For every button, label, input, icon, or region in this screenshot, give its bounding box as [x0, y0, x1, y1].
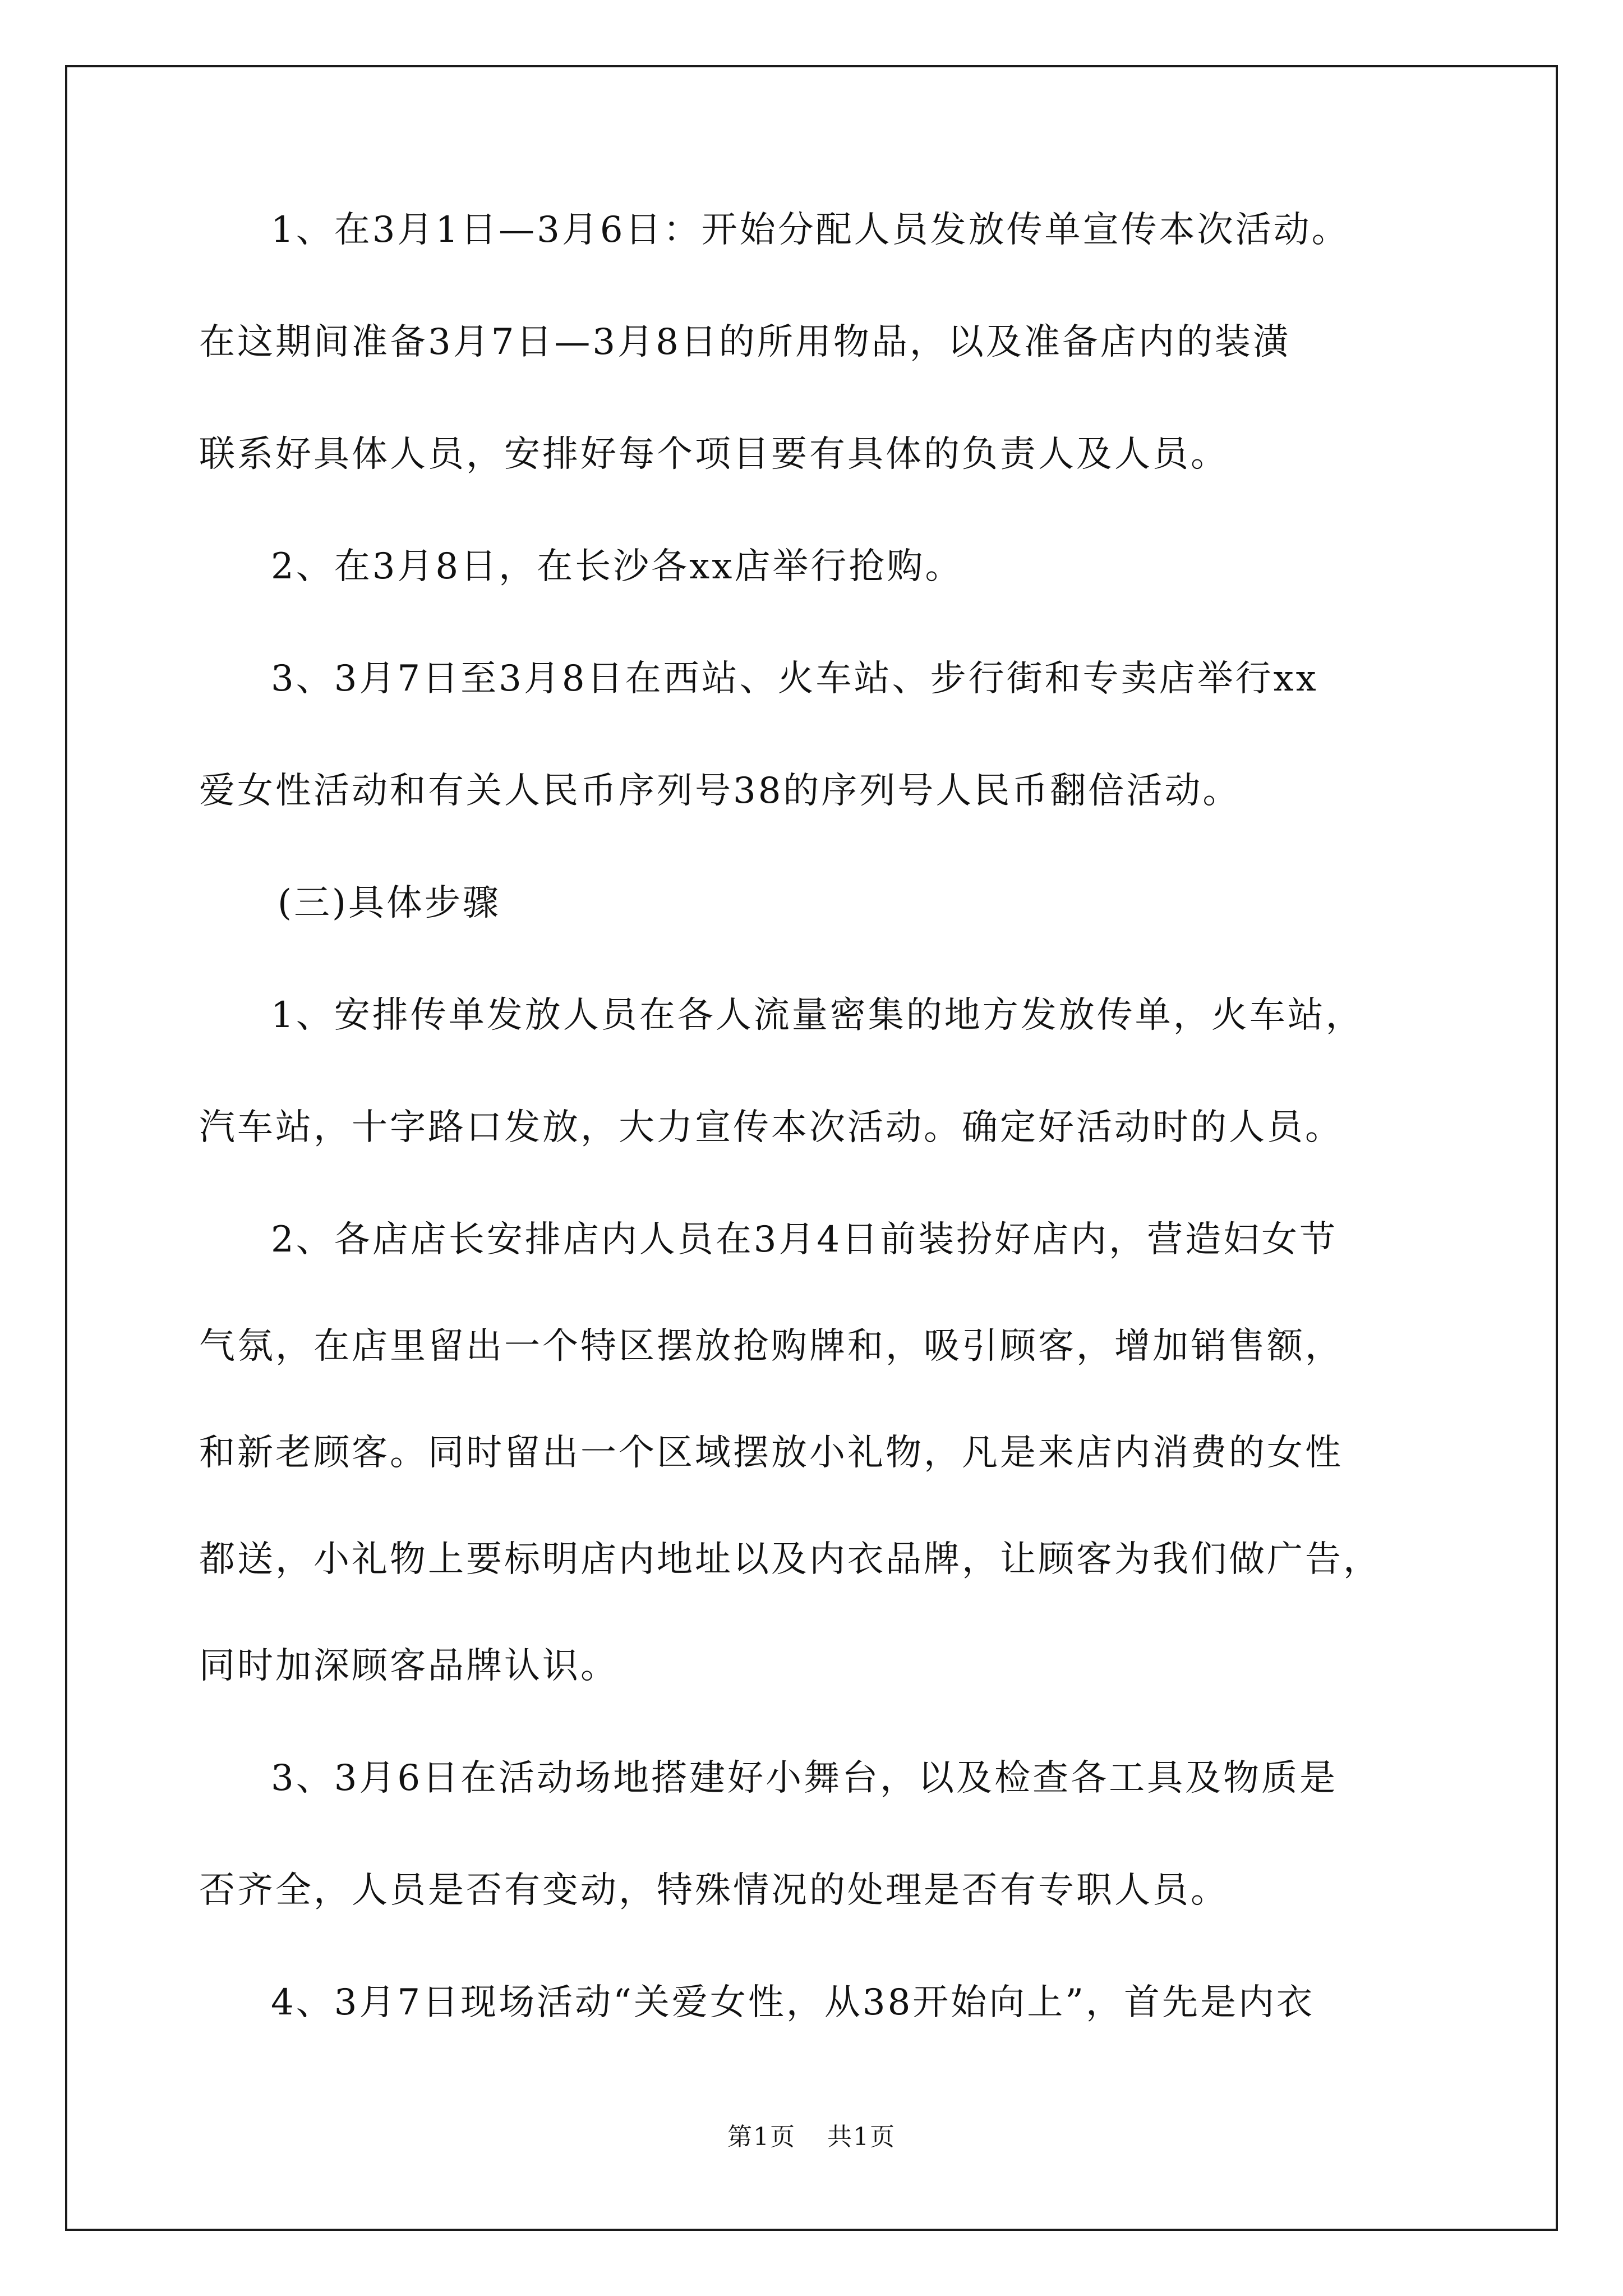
- p1-line3: 联系好具体人员，安排好每个项目要有具体的负责人及人员。: [199, 434, 1229, 475]
- p3-line1: 3、3月7日至3月8日在西站、火车站、步行街和专卖店举行xx: [271, 658, 1318, 700]
- p6-line2: 气氛，在店里留出一个特区摆放抢购牌和，吸引顾客，增加销售额，: [199, 1326, 1343, 1367]
- p8-line1: 4、3月7日现场活动“关爱女性，从38开始向上”，首先是内衣: [271, 1982, 1315, 2023]
- p6-line1: 2、各店店长安排店内人员在3月4日前装扮好店内，营造妇女节: [271, 1219, 1338, 1260]
- p6-line4: 都送，小礼物上要标明店内地址以及内衣品牌，让顾客为我们做广告，: [199, 1539, 1381, 1580]
- p7-line2: 否齐全，人员是否有变动，特殊情况的处理是否有专职人员。: [199, 1870, 1229, 1911]
- page-number-current: 第1页: [727, 2123, 796, 2151]
- p6-line3: 和新老顾客。同时留出一个区域摆放小礼物，凡是来店内消费的女性: [199, 1432, 1343, 1474]
- p2-line1: 2、在3月8日，在长沙各xx店举行抢购。: [271, 546, 963, 587]
- p5-line2: 汽车站，十字路口发放，大力宣传本次活动。确定好活动时的人员。: [199, 1107, 1343, 1148]
- page-footer: [0, 2122, 1623, 2153]
- p3-line2: 爱女性活动和有关人民币序列号38的序列号人民币翻倍活动。: [199, 770, 1241, 812]
- page-number-total: 共1页: [827, 2123, 896, 2151]
- p6-line5: 同时加深顾客品牌认识。: [199, 1645, 619, 1687]
- p1-line2: 在这期间准备3月7日—3月8日的所用物品，以及准备店内的装潢: [199, 321, 1291, 363]
- section-heading: (三)具体步骤: [278, 882, 501, 924]
- p5-line1: 1、安排传单发放人员在各人流量密集的地方发放传单，火车站，: [271, 995, 1364, 1036]
- p1-line1: 1、在3月1日—3月6日：开始分配人员发放传单宣传本次活动。: [271, 209, 1350, 251]
- p7-line1: 3、3月6日在活动场地搭建好小舞台，以及检查各工具及物质是: [271, 1757, 1338, 1799]
